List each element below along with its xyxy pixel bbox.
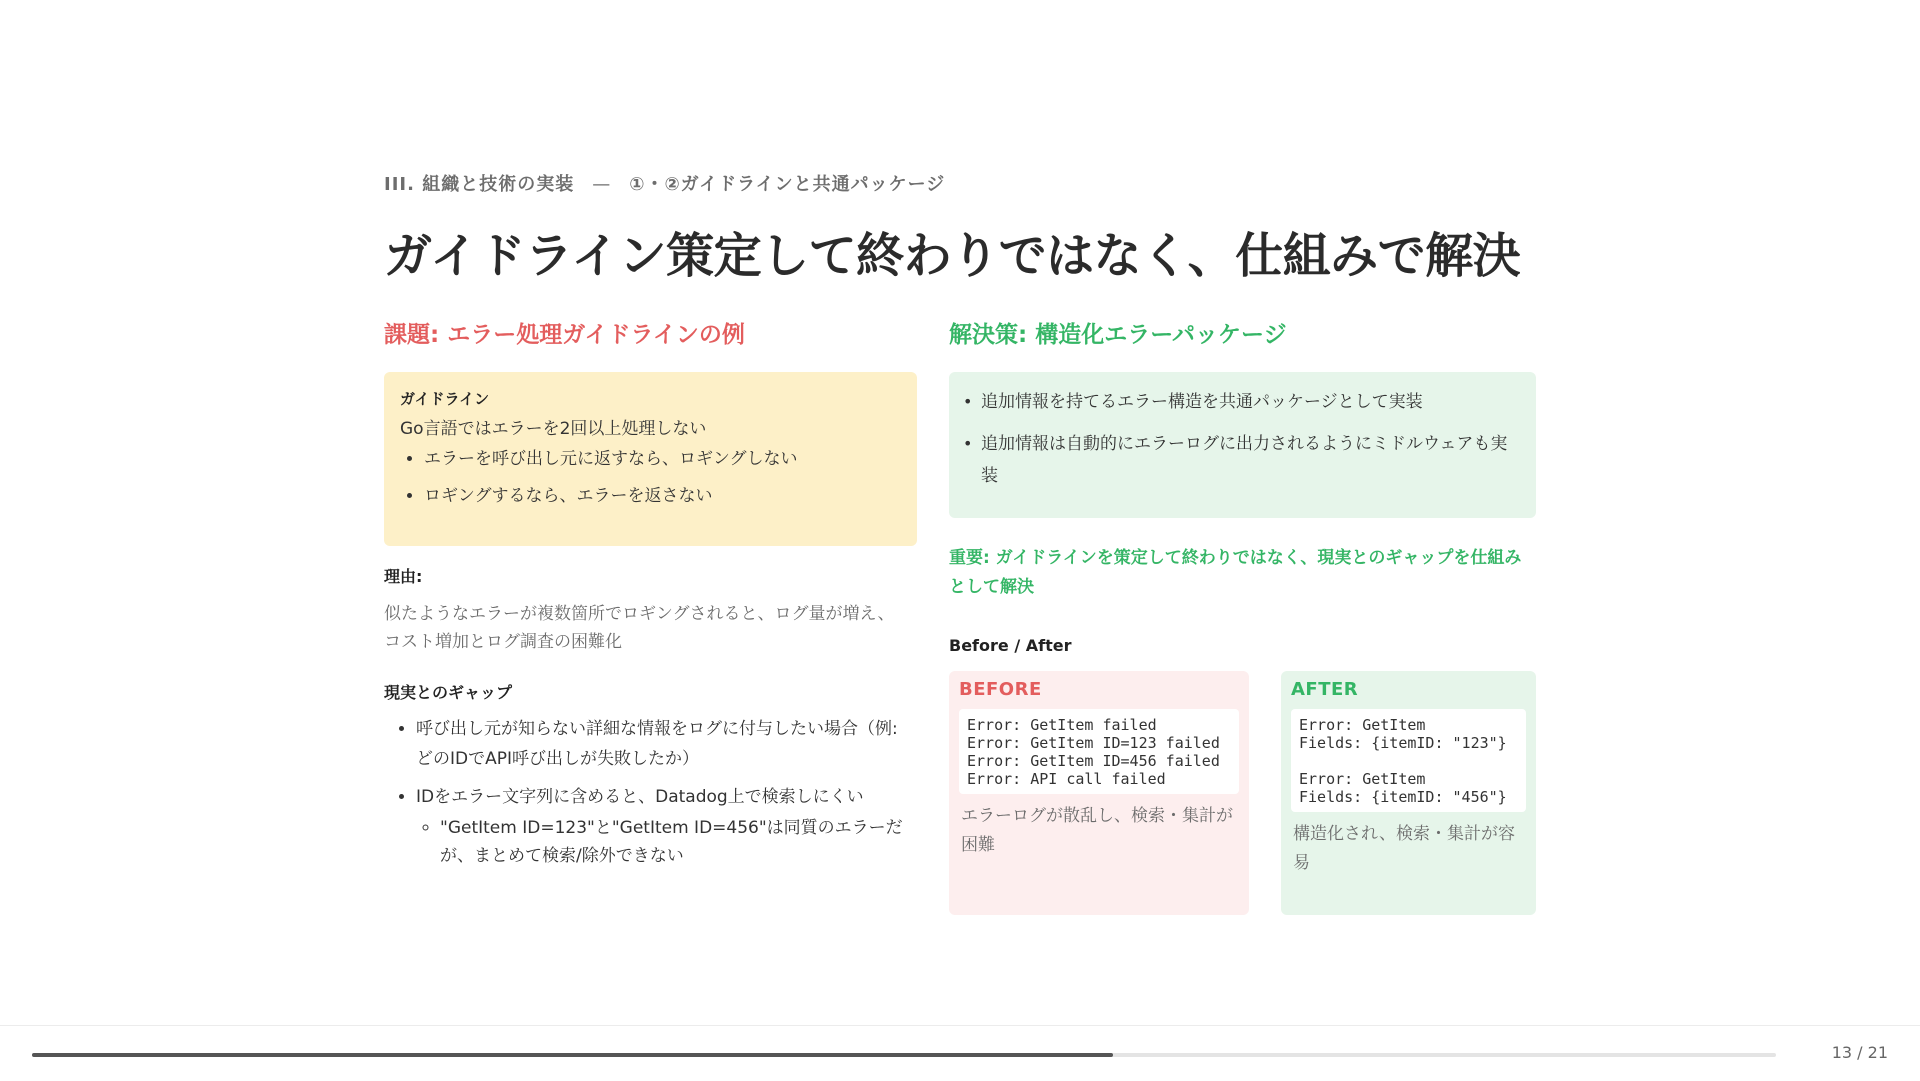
page-counter: 13 / 21: [1831, 1043, 1888, 1062]
slide-content: [384, 172, 1536, 873]
guideline-title: ガイドライン: [400, 390, 490, 408]
gap-item-text: IDをエラー文字列に含めると、Datadog上で検索しにくい: [416, 787, 864, 807]
after-card: [1281, 671, 1536, 915]
breadcrumb-topic: ①・②ガイドラインと共通パッケージ: [629, 174, 946, 195]
gap-list: [384, 714, 917, 870]
before-title: BEFORE: [959, 679, 1042, 700]
breadcrumb-separator: —: [592, 174, 612, 195]
before-card: [949, 671, 1249, 915]
guideline-item: • ロギングするなら、エラーを返さない: [424, 483, 901, 509]
solution-list: [965, 386, 1520, 492]
after-note: 構造化され、検索・集計が容易: [1293, 824, 1516, 873]
solution-column: [949, 320, 1536, 915]
guideline-item: • エラーを呼び出し元に返すなら、ロギングしない: [424, 446, 901, 472]
after-title: AFTER: [1291, 679, 1359, 700]
gap-sub-item: ◦ "GetItem ID=123"と"GetItem ID=456"は同質のエラーだが、まとめて検索/除外できない: [440, 814, 917, 870]
progress-fill: [32, 1053, 1113, 1057]
problem-heading: 課題: エラー処理ガイドラインの例: [384, 322, 745, 348]
slide-title: ガイドライン策定して終わりではなく、仕組みで解決: [384, 228, 1521, 284]
before-note: エラーログが散乱し、検索・集計が困難: [961, 806, 1233, 855]
gap-item: [416, 714, 917, 774]
before-after-row: [949, 671, 1536, 915]
reason-text: 似たようなエラーが複数箇所でロギングされると、ログ量が増え、コスト増加とログ調査の困難化: [384, 604, 895, 652]
before-code: Error: GetItem failed Error: GetItem ID=123 failed Error: GetItem ID=456 failed Error: API call failed: [959, 709, 1239, 794]
gap-item: [416, 782, 917, 870]
reason-label: 理由:: [384, 567, 423, 586]
solution-heading: 解決策: 構造化エラーパッケージ: [949, 322, 1287, 348]
gap-item-text: 呼び出し元が知らない詳細な情報をログに付与したい場合（例: どのIDでAPI呼び出しが失敗したか）: [416, 719, 898, 769]
gap-sub-list: [416, 814, 917, 870]
solution-box: [949, 372, 1536, 518]
problem-column: [384, 320, 917, 878]
breadcrumb: [384, 172, 1536, 198]
guideline-list: [400, 446, 901, 509]
progress-bar[interactable]: [32, 1053, 1776, 1057]
gap-label: 現実とのギャップ: [384, 683, 513, 702]
presentation-footer: [0, 1025, 1920, 1081]
important-note: 重要: ガイドラインを策定して終わりではなく、現実とのギャップを仕組みとして解決: [949, 548, 1522, 597]
guideline-box: [384, 372, 917, 546]
guideline-text: Go言語ではエラーを2回以上処理しない: [400, 419, 707, 439]
before-after-label: Before / After: [949, 636, 1072, 655]
breadcrumb-section: III. 組織と技術の実装: [384, 174, 575, 195]
solution-item: • 追加情報を持てるエラー構造を共通パッケージとして実装: [965, 386, 1520, 418]
after-code: Error: GetItem Fields: {itemID: "123"} Error: GetItem Fields: {itemID: "456"}: [1291, 709, 1526, 812]
solution-item: • 追加情報は自動的にエラーログに出力されるようにミドルウェアも実装: [965, 428, 1520, 492]
